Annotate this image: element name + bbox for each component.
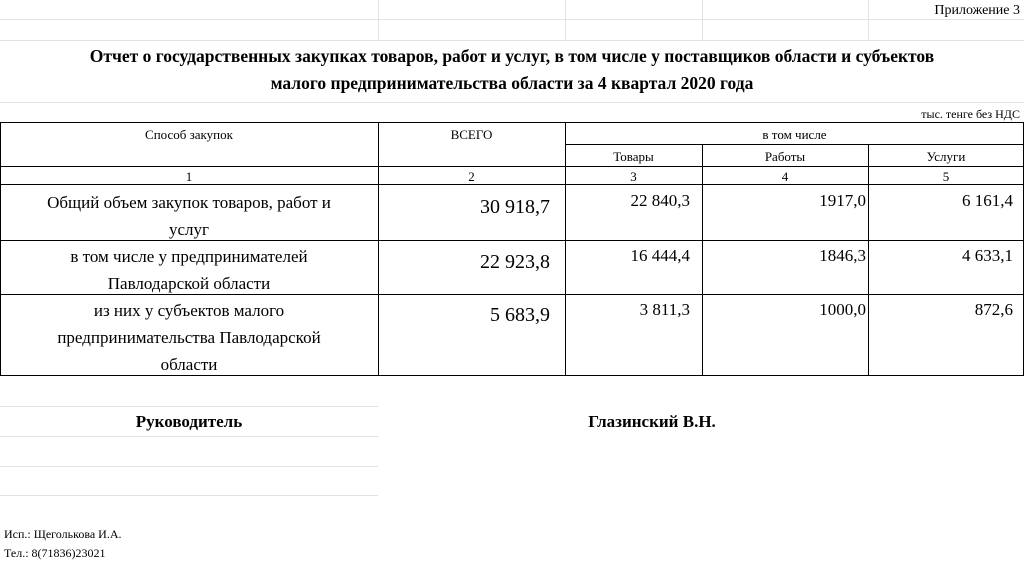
row-label-line: предпринимательства Павлодарской xyxy=(57,328,321,347)
cell-total: 5 683,9 xyxy=(490,304,550,326)
cell-works: 1917,0 xyxy=(819,191,866,210)
col-number: 1 xyxy=(185,169,193,184)
cell-goods: 16 444,4 xyxy=(630,246,690,265)
cell-services: 6 161,4 xyxy=(962,191,1013,210)
row-label-line: услуг xyxy=(168,220,209,239)
row-label-line: Павлодарской области xyxy=(107,274,271,293)
header-method: Способ закупок xyxy=(145,127,233,142)
gridline xyxy=(0,102,1024,103)
row-label-line: области xyxy=(160,355,218,374)
header-works: Работы xyxy=(764,149,806,164)
signature-name: Глазинский В.Н. xyxy=(588,412,716,431)
row-label-line: Общий объем закупок товаров, работ и xyxy=(47,193,331,212)
table-border xyxy=(0,184,1024,185)
gridline xyxy=(0,466,378,467)
row-label-line: в том числе у предпринимателей xyxy=(70,247,308,266)
cell-goods: 3 811,3 xyxy=(639,300,690,319)
gridline xyxy=(0,436,378,437)
table-border xyxy=(0,240,1024,241)
col-number: 2 xyxy=(468,169,475,184)
cell-works: 1000,0 xyxy=(819,300,866,319)
unit-note: тыс. тенге без НДС xyxy=(921,107,1020,121)
annex-label: Приложение 3 xyxy=(934,3,1020,18)
header-services: Услуги xyxy=(926,149,966,164)
gridline xyxy=(702,0,703,40)
signature-role: Руководитель xyxy=(135,412,243,431)
executor-phone: Тел.: 8(71836)23021 xyxy=(4,546,106,560)
table-border xyxy=(0,166,1024,167)
gridline xyxy=(868,0,869,40)
cell-total: 22 923,8 xyxy=(480,251,550,273)
gridline xyxy=(0,19,1024,20)
cell-total: 30 918,7 xyxy=(480,196,550,218)
report-title-line2: малого предпринимательства области за 4 квартал 2020 года xyxy=(270,73,754,93)
table-border xyxy=(0,375,1024,376)
header-total: ВСЕГО xyxy=(450,127,493,142)
gridline xyxy=(0,406,378,407)
report-title-line1: Отчет о государственных закупках товаров, работ и услуг, в том числе у поставщиков области и субъектов xyxy=(89,46,935,66)
gridline xyxy=(378,0,379,40)
cell-works: 1846,3 xyxy=(819,246,866,265)
cell-services: 4 633,1 xyxy=(962,246,1013,265)
row-label-line: из них у субъектов малого xyxy=(93,301,285,320)
col-number: 4 xyxy=(781,169,789,184)
table-border xyxy=(0,294,1024,295)
cell-goods: 22 840,3 xyxy=(630,191,690,210)
gridline xyxy=(0,495,378,496)
col-number: 3 xyxy=(630,169,637,184)
cell-services: 872,6 xyxy=(974,300,1013,319)
table-border xyxy=(565,144,1024,145)
table-border xyxy=(0,122,1024,123)
gridline xyxy=(565,0,566,40)
col-number: 5 xyxy=(942,169,950,184)
header-including: в том числе xyxy=(762,127,827,142)
table-border xyxy=(378,122,379,376)
executor-name: Исп.: Щеголькова И.А. xyxy=(4,527,122,541)
header-goods: Товары xyxy=(613,149,654,164)
gridline xyxy=(0,40,1024,41)
